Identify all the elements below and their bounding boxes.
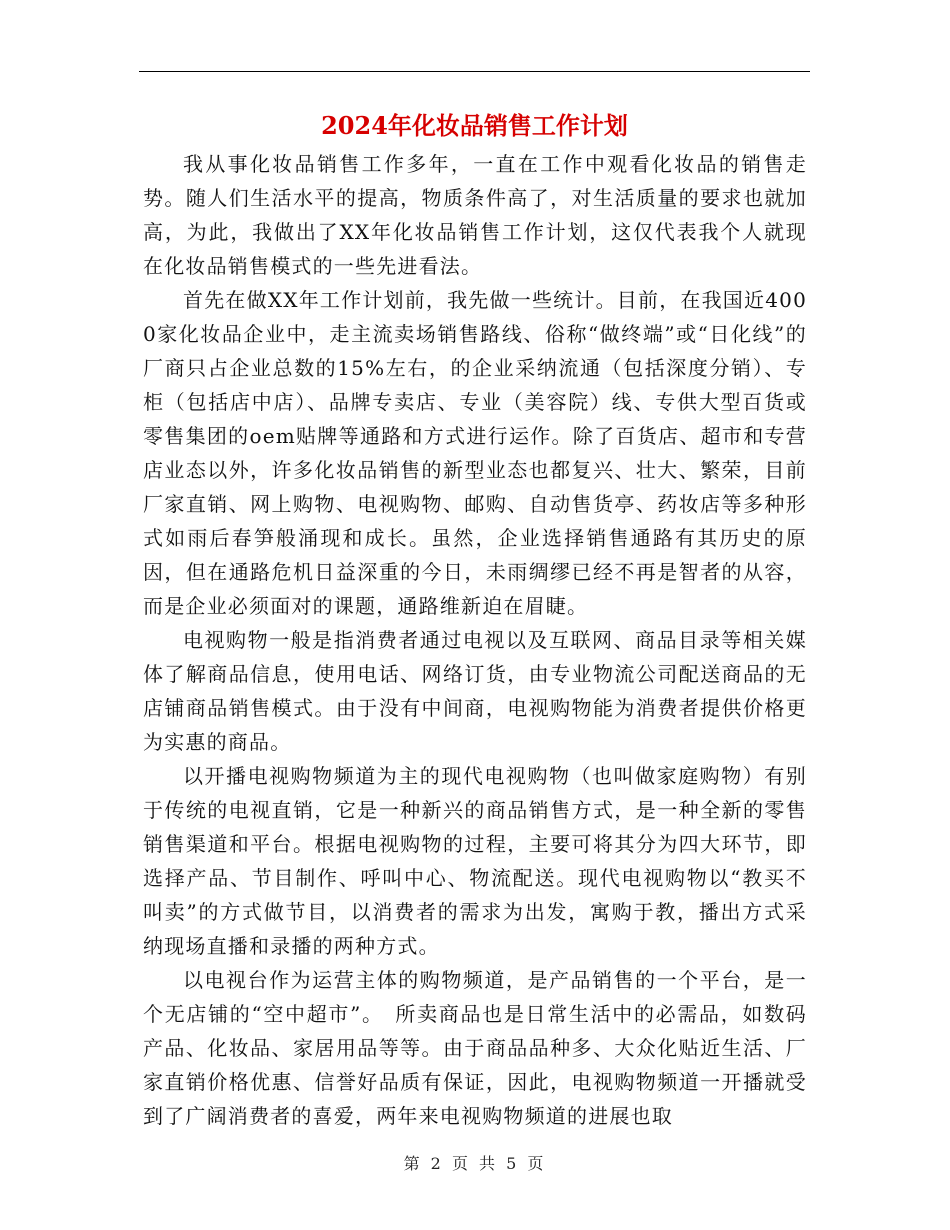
document-title: 2024年化妆品销售工作计划: [321, 111, 628, 140]
page-number-footer: 第 2 页 共 5 页: [403, 1154, 547, 1173]
document-body: [143, 147, 807, 1133]
paragraph-2: 首先在做XX年工作计划前，我先做一些统计。目前，在我国近4000家化妆品企业中，走主流卖场销售路线、俗称“做终端”或“日化线”的厂商只占企业总数的15%左右，的企业采纳流通（包括深度分销）、专柜（包括店中店）、品牌专卖店、专业（美容院）线、专供大型百货或零售集团的oem贴牌等通路和方式进行运作。除了百货店、超市和专营店业态以外，许多化妆品销售的新型业态也都复兴、壮大、繁荣，目前厂家直销、网上购物、电视购物、邮购、自动售货亭、药妆店等多种形式如雨后春笋般涌现和成长。虽然，企业选择销售通路有其历史的原因，但在通路危机日益深重的今日，未雨绸缪已经不再是智者的从容，而是企业必须面对的课题，通路维新迫在眉睫。: [143, 288, 807, 618]
paragraph-1: 我从事化妆品销售工作多年，一直在工作中观看化妆品的销售走势。随人们生活水平的提高，物质条件高了，对生活质量的要求也就加高，为此，我做出了XX年化妆品销售工作计划，这仅代表我个人就现在化妆品销售模式的一些先进看法。: [143, 152, 807, 278]
paragraph-5: 以电视台作为运营主体的购物频道，是产品销售的一个平台，是一个无店铺的“空中超市”。 所卖商品也是日常生活中的必需品，如数码产品、化妆品、家居用品等等。由于商品品种多、大众化贴近生活、厂家直销价格优惠、信誉好品质有保证，因此，电视购物频道一开播就受到了广阔消费者的喜爱，两年来电视购物频道的进展也取: [143, 968, 807, 1128]
paragraph-3: 电视购物一般是指消费者通过电视以及互联网、商品目录等相关媒体了解商品信息，使用电话、网络订货，由专业物流公司配送商品的无店铺商品销售模式。由于没有中间商，电视购物能为消费者提供价格更为实惠的商品。: [143, 628, 807, 754]
header-rule: [139, 71, 810, 72]
paragraph-4: 以开播电视购物频道为主的现代电视购物（也叫做家庭购物）有别于传统的电视直销，它是一种新兴的商品销售方式，是一种全新的零售销售渠道和平台。根据电视购物的过程，主要可将其分为四大环节，即选择产品、节目制作、呼叫中心、物流配送。现代电视购物以“教买不叫卖”的方式做节目，以消费者的需求为出发，寓购于教，播出方式采纳现场直播和录播的两种方式。: [143, 764, 807, 958]
